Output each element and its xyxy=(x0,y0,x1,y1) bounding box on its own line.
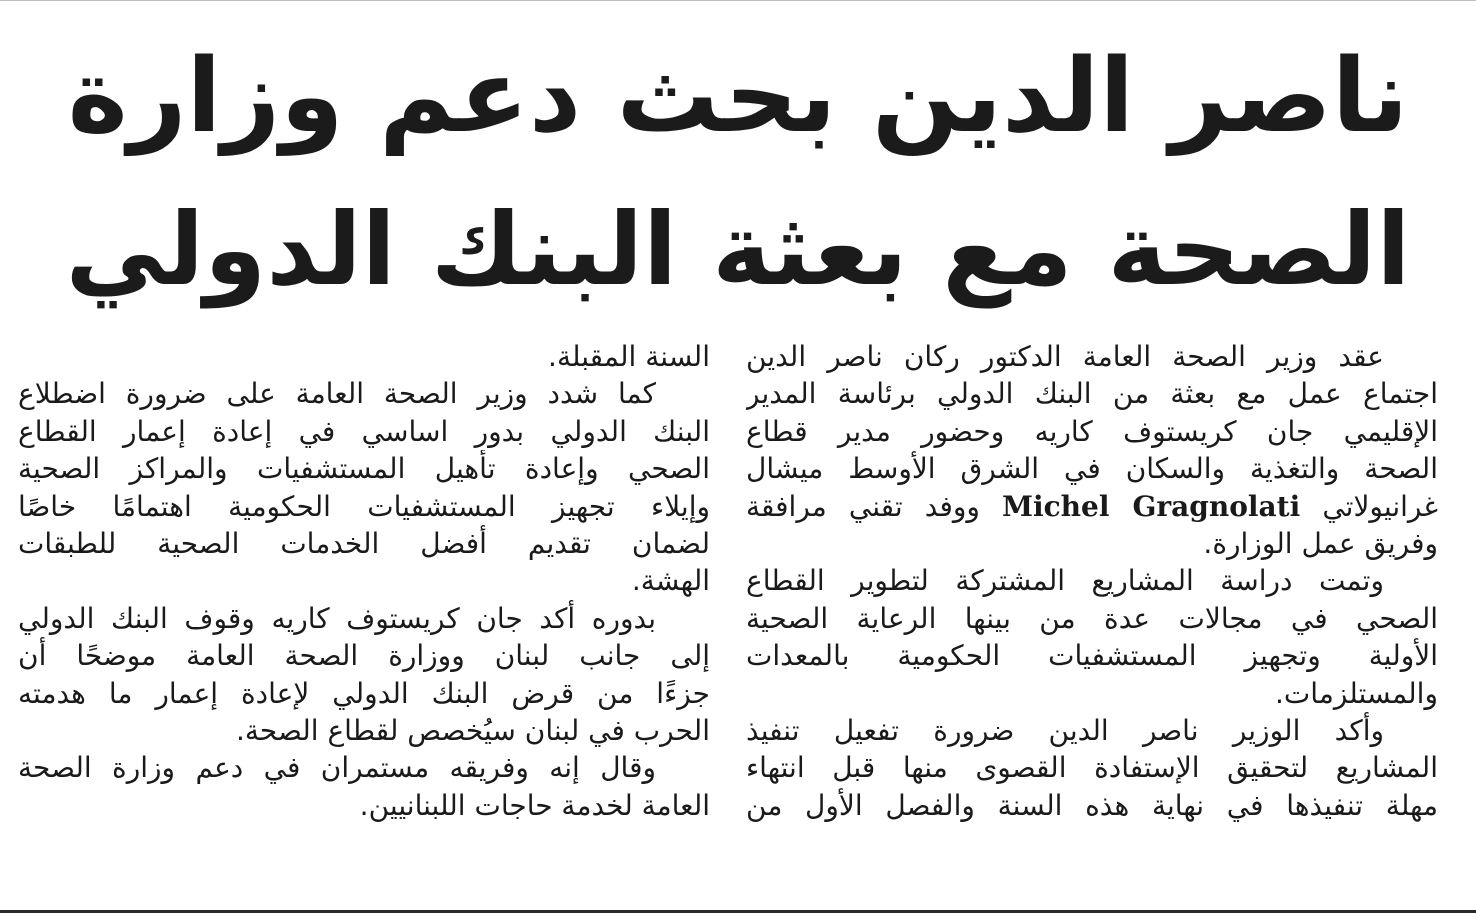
body-text-line: الإقليمي جان كريستوف كاريه وحضور مدير قطاع xyxy=(746,414,1438,448)
body-text-line: مهلة تنفيذها في نهاية هذه السنة والفصل الأول من xyxy=(746,788,1438,822)
body-text-line: والمستلزمات. xyxy=(1275,676,1438,710)
body-text-line: الهشة. xyxy=(631,564,710,598)
body-text-line: العامة لخدمة حاجات اللبنانيين. xyxy=(359,788,710,822)
latin-name: Michel Gragnolati xyxy=(1002,489,1301,523)
body-text-line: كما شدد وزير الصحة العامة على ضرورة اضطلاع xyxy=(18,377,656,411)
headline-line-2: الصحة مع بعثة البنك الدولي xyxy=(65,191,1411,308)
body-text-line: لضمان تقديم أفضل الخدمات الصحية للطبقات xyxy=(18,526,710,560)
body-text-line: الحرب في لبنان سيُخصص لقطاع الصحة. xyxy=(236,713,710,747)
body-text-line: اجتماع عمل مع بعثة من البنك الدولي برئاسة المدير xyxy=(746,377,1438,411)
article-column-right xyxy=(746,338,1438,824)
body-text-segment: غرانيولاتي xyxy=(1300,489,1438,523)
body-text-line: السنة المقبلة. xyxy=(548,340,710,373)
body-text-line: وفريق عمل الوزارة. xyxy=(1203,526,1438,560)
bottom-rule xyxy=(0,910,1476,913)
body-text-line: البنك الدولي بدور اساسي في إعادة إعمار القطاع xyxy=(18,414,710,448)
body-text-line xyxy=(746,488,1438,525)
body-text-line: وإيلاء تجهيز المستشفيات الحكومية اهتمامًا خاصًا xyxy=(18,489,710,523)
headline-line-1: ناصر الدين بحث دعم وزارة xyxy=(67,37,1409,156)
body-text-line: وأكد الوزير ناصر الدين ضرورة تفعيل تنفيذ xyxy=(746,713,1384,747)
body-text-segment: ووفد تقني مرافقة xyxy=(746,489,1002,523)
body-text-line: إلى جانب لبنان ووزارة الصحة العامة موضحًا أن xyxy=(18,639,710,673)
body-text-line: وقال إنه وفريقه مستمران في دعم وزارة الصحة xyxy=(18,751,656,785)
body-text-line: الصحي في مجالات عدة من بينها الرعاية الصحية xyxy=(746,601,1438,635)
body-text-line: الصحي وإعادة تأهيل المستشفيات والمراكز الصحية xyxy=(18,452,710,486)
body-text-line: بدوره أكد جان كريستوف كاريه وقوف البنك الدولي xyxy=(18,601,656,635)
body-text-line: المشاريع لتحقيق الإستفادة القصوى منها قبل انتهاء xyxy=(746,751,1438,785)
body-text-line: وتمت دراسة المشاريع المشتركة لتطوير القطاع xyxy=(746,564,1384,598)
top-rule xyxy=(0,0,1476,9)
body-text-line: الأولية وتجهيز المستشفيات الحكومية بالمعدات xyxy=(746,639,1438,673)
article-column-left xyxy=(18,338,710,824)
body-text-line: عقد وزير الصحة العامة الدكتور ركان ناصر الدين xyxy=(746,340,1384,373)
body-text-line: الصحة والتغذية والسكان في الشرق الأوسط ميشال xyxy=(746,452,1438,486)
body-text-line: جزءًا من قرض البنك الدولي لإعادة إعمار ما هدمته xyxy=(18,676,710,710)
